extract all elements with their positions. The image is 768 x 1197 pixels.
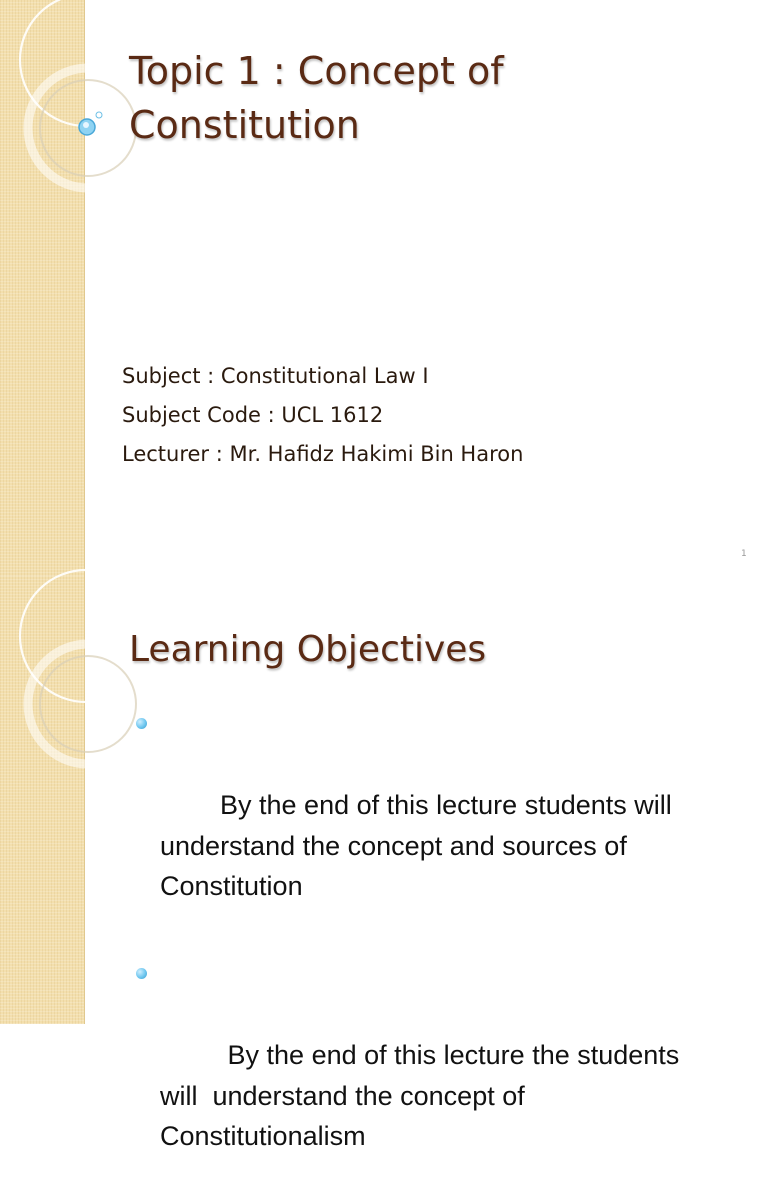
objectives-slide [0, 576, 768, 1151]
lecturer-line: Lecturer : Mr. Hafidz Hakimi Bin Haron [122, 442, 524, 466]
subject-code-line: Subject Code : UCL 1612 [122, 403, 384, 427]
slide-number: 1 [741, 549, 747, 559]
title-slide [0, 0, 768, 576]
list-item [134, 704, 724, 947]
objectives-list [134, 704, 724, 1197]
slide-title: Learning Objectives [129, 629, 487, 670]
objective-text: By the end of this lecture students will understand the concept and sources of Constitution [160, 790, 680, 901]
bullet-icon [136, 968, 147, 979]
course-details [122, 357, 722, 474]
slide-title: Topic 1 : Concept of Constitution [129, 49, 504, 147]
decorative-rings-icon [0, 576, 140, 776]
subject-line: Subject : Constitutional Law I [122, 364, 429, 388]
bullet-icon [136, 718, 147, 729]
objective-text: By the end of this lecture the students will understand the concept of Constitutionalism [160, 1040, 687, 1151]
decorative-rings-icon [0, 0, 140, 200]
list-item [134, 954, 724, 1197]
